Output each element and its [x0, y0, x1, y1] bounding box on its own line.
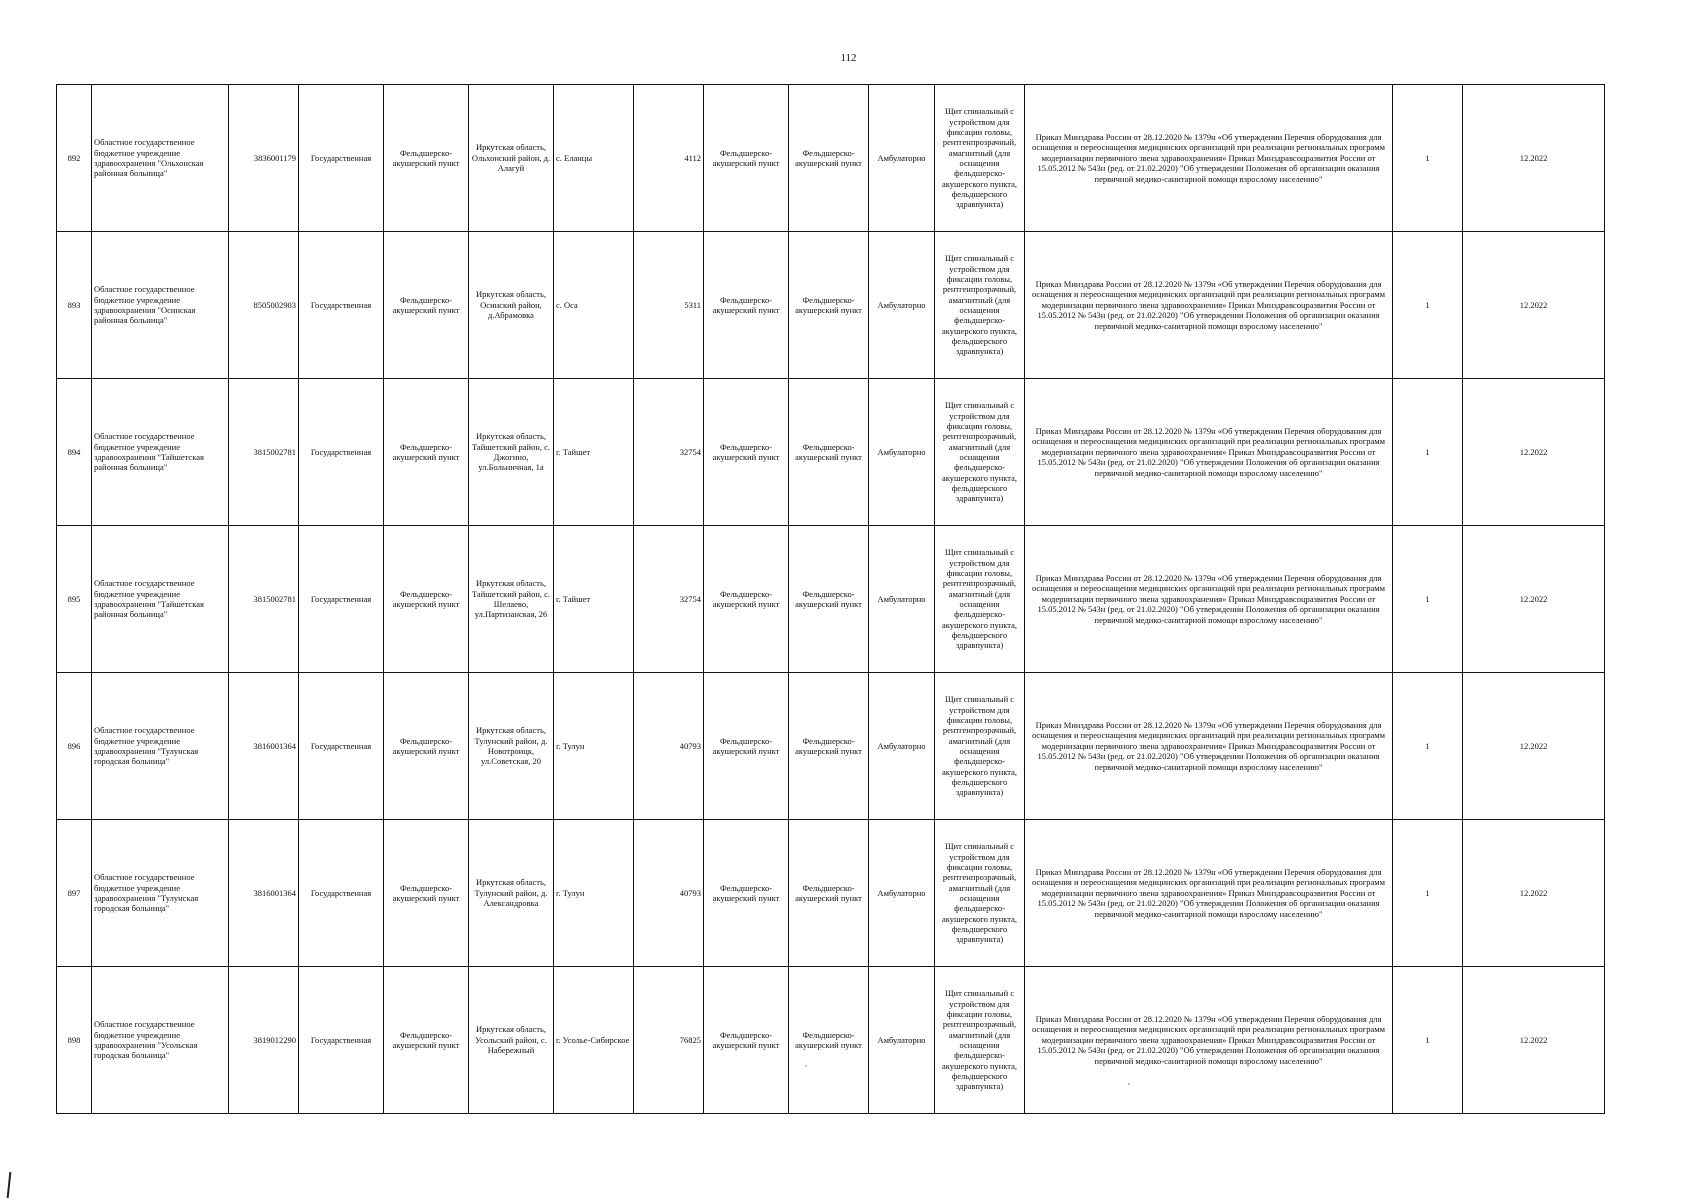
equipment-name: Щит спинальный с устройством для фиксации головы, рентгенпрозрачный, амагнитный (для оснащения фельдшерско-акушерского пункта, фельдшерского здравпункта)	[935, 967, 1025, 1114]
organization-name: Областное государственное бюджетное учреждение здравоохранения "Тулунская городская больница"	[92, 673, 229, 820]
inn-code: 3836001179	[229, 85, 299, 232]
row-number: 892	[57, 85, 92, 232]
locality-index: 5311	[634, 232, 704, 379]
equipment-name: Щит спинальный с устройством для фиксации головы, рентгенпрозрачный, амагнитный (для оснащения фельдшерско-акушерского пункта, фельдшерского здравпункта)	[935, 526, 1025, 673]
inn-code: 3819012290	[229, 967, 299, 1114]
row-number: 896	[57, 673, 92, 820]
care-condition: Амбулаторно	[869, 526, 935, 673]
row-number: 893	[57, 232, 92, 379]
table-row	[57, 85, 1605, 232]
ownership-form: Государственная	[299, 379, 384, 526]
equipment-name: Щит спинальный с устройством для фиксации головы, рентгенпрозрачный, амагнитный (для оснащения фельдшерско-акушерского пункта, фельдшерского здравпункта)	[935, 232, 1025, 379]
unit-type: Фельдшерско-акушерский пункт	[704, 820, 789, 967]
care-condition: Амбулаторно	[869, 967, 935, 1114]
table-row	[57, 379, 1605, 526]
ownership-form: Государственная	[299, 820, 384, 967]
organization-name: Областное государственное бюджетное учреждение здравоохранения "Тайшетская районная больница"	[92, 526, 229, 673]
ownership-form: Государственная	[299, 673, 384, 820]
delivery-date: 12.2022	[1463, 379, 1605, 526]
inn-code: 3815002781	[229, 379, 299, 526]
facility-type: Фельдшерско-акушерский пункт	[384, 673, 469, 820]
legal-basis: Приказ Минздрава России от 28.12.2020 № 1379н «Об утверждении Перечня оборудования для оснащения и переоснащения медицинских организаций при реализации региональных программ модернизации первичного звена здравоохранения» Приказ Минздравсоцразвития России от 15.05.2012 № 543н (ред. от 21.02.2020) "Об утверждении Положения об организации оказания первичной медико-санитарной помощи взрослому населению"	[1025, 379, 1393, 526]
legal-basis: Приказ Минздрава России от 28.12.2020 № 1379н «Об утверждении Перечня оборудования для оснащения и переоснащения медицинских организаций при реализации региональных программ модернизации первичного звена здравоохранения» Приказ Минздравсоцразвития России от 15.05.2012 № 543н (ред. от 21.02.2020) "Об утверждении Положения об организации оказания первичной медико-санитарной помощи взрослому населению"	[1025, 967, 1393, 1114]
facility-type: Фельдшерско-акушерский пункт	[384, 820, 469, 967]
quantity: 1	[1393, 820, 1463, 967]
locality: г. Тайшет	[554, 526, 634, 673]
care-condition: Амбулаторно	[869, 820, 935, 967]
locality-index: 40793	[634, 673, 704, 820]
legal-basis: Приказ Минздрава России от 28.12.2020 № 1379н «Об утверждении Перечня оборудования для оснащения и переоснащения медицинских организаций при реализации региональных программ модернизации первичного звена здравоохранения» Приказ Минздравсоцразвития России от 15.05.2012 № 543н (ред. от 21.02.2020) "Об утверждении Положения об организации оказания первичной медико-санитарной помощи взрослому населению"	[1025, 85, 1393, 232]
row-number: 894	[57, 379, 92, 526]
locality-index: 32754	[634, 526, 704, 673]
locality: г. Тайшет	[554, 379, 634, 526]
quantity: 1	[1393, 673, 1463, 820]
legal-basis: Приказ Минздрава России от 28.12.2020 № 1379н «Об утверждении Перечня оборудования для оснащения и переоснащения медицинских организаций при реализации региональных программ модернизации первичного звена здравоохранения» Приказ Минздравсоцразвития России от 15.05.2012 № 543н (ред. от 21.02.2020) "Об утверждении Положения об организации оказания первичной медико-санитарной помощи взрослому населению"	[1025, 232, 1393, 379]
facility-address: Иркутская область, Ольхонский район, д. Алагуй	[469, 85, 554, 232]
organization-name: Областное государственное бюджетное учреждение здравоохранения "Усольская городская больница"	[92, 967, 229, 1114]
inn-code: 3815002781	[229, 526, 299, 673]
locality: с. Еланцы	[554, 85, 634, 232]
ownership-form: Государственная	[299, 85, 384, 232]
locality: г. Тулун	[554, 820, 634, 967]
subunit-type: Фельдшерско-акушерский пункт	[789, 526, 869, 673]
inn-code: 3816001364	[229, 673, 299, 820]
locality-index: 40793	[634, 820, 704, 967]
subunit-type: Фельдшерско-акушерский пункт	[789, 820, 869, 967]
facility-type: Фельдшерско-акушерский пункт	[384, 85, 469, 232]
facility-address: Иркутская область, Тулунский район, д. Александровка	[469, 820, 554, 967]
locality: г. Усолье-Сибирское	[554, 967, 634, 1114]
locality: с. Оса	[554, 232, 634, 379]
equipment-name: Щит спинальный с устройством для фиксации головы, рентгенпрозрачный, амагнитный (для оснащения фельдшерско-акушерского пункта, фельдшерского здравпункта)	[935, 820, 1025, 967]
locality: г. Тулун	[554, 673, 634, 820]
table-row	[57, 673, 1605, 820]
facility-address: Иркутская область, Тайшетский район, с. Джогино, ул.Больничная, 1а	[469, 379, 554, 526]
unit-type: Фельдшерско-акушерский пункт	[704, 379, 789, 526]
organization-name: Областное государственное бюджетное учреждение здравоохранения "Тайшетская районная больница"	[92, 379, 229, 526]
facility-type: Фельдшерско-акушерский пункт	[384, 379, 469, 526]
facility-type: Фельдшерско-акушерский пункт	[384, 967, 469, 1114]
unit-type: Фельдшерско-акушерский пункт	[704, 85, 789, 232]
facility-type: Фельдшерско-акушерский пункт	[384, 232, 469, 379]
subunit-type: Фельдшерско-акушерский пункт	[789, 673, 869, 820]
scan-speck	[805, 1065, 807, 1067]
equipment-name: Щит спинальный с устройством для фиксации головы, рентгенпрозрачный, амагнитный (для оснащения фельдшерско-акушерского пункта, фельдшерского здравпункта)	[935, 85, 1025, 232]
care-condition: Амбулаторно	[869, 232, 935, 379]
organization-name: Областное государственное бюджетное учреждение здравоохранения "Ольхонская районная больница"	[92, 85, 229, 232]
facility-address: Иркутская область, Тулунский район, д. Новотроицк, ул.Советская, 20	[469, 673, 554, 820]
legal-basis: Приказ Минздрава России от 28.12.2020 № 1379н «Об утверждении Перечня оборудования для оснащения и переоснащения медицинских организаций при реализации региональных программ модернизации первичного звена здравоохранения» Приказ Минздравсоцразвития России от 15.05.2012 № 543н (ред. от 21.02.2020) "Об утверждении Положения об организации оказания первичной медико-санитарной помощи взрослому населению"	[1025, 820, 1393, 967]
organization-name: Областное государственное бюджетное учреждение здравоохранения "Тулунская городская больница"	[92, 820, 229, 967]
ownership-form: Государственная	[299, 526, 384, 673]
legal-basis: Приказ Минздрава России от 28.12.2020 № 1379н «Об утверждении Перечня оборудования для оснащения и переоснащения медицинских организаций при реализации региональных программ модернизации первичного звена здравоохранения» Приказ Минздравсоцразвития России от 15.05.2012 № 543н (ред. от 21.02.2020) "Об утверждении Положения об организации оказания первичной медико-санитарной помощи взрослому населению"	[1025, 526, 1393, 673]
unit-type: Фельдшерско-акушерский пункт	[704, 967, 789, 1114]
scan-speck	[1128, 1083, 1130, 1085]
page-number: 112	[840, 52, 857, 64]
subunit-type: Фельдшерско-акушерский пункт	[789, 379, 869, 526]
equipment-table	[56, 84, 1605, 1114]
ownership-form: Государственная	[299, 232, 384, 379]
organization-name: Областное государственное бюджетное учреждение здравоохранения "Осинская районная больница"	[92, 232, 229, 379]
care-condition: Амбулаторно	[869, 379, 935, 526]
delivery-date: 12.2022	[1463, 232, 1605, 379]
delivery-date: 12.2022	[1463, 85, 1605, 232]
quantity: 1	[1393, 379, 1463, 526]
quantity: 1	[1393, 526, 1463, 673]
row-number: 898	[57, 967, 92, 1114]
margin-mark	[7, 1172, 12, 1198]
row-number: 897	[57, 820, 92, 967]
subunit-type: Фельдшерско-акушерский пункт	[789, 232, 869, 379]
ownership-form: Государственная	[299, 967, 384, 1114]
delivery-date: 12.2022	[1463, 673, 1605, 820]
inn-code: 8505002903	[229, 232, 299, 379]
care-condition: Амбулаторно	[869, 673, 935, 820]
table-row	[57, 967, 1605, 1114]
equipment-name: Щит спинальный с устройством для фиксации головы, рентгенпрозрачный, амагнитный (для оснащения фельдшерско-акушерского пункта, фельдшерского здравпункта)	[935, 673, 1025, 820]
subunit-type: Фельдшерско-акушерский пункт	[789, 967, 869, 1114]
locality-index: 4112	[634, 85, 704, 232]
delivery-date: 12.2022	[1463, 967, 1605, 1114]
delivery-date: 12.2022	[1463, 820, 1605, 967]
unit-type: Фельдшерско-акушерский пункт	[704, 526, 789, 673]
facility-address: Иркутская область, Осинский район, д.Абрамовка	[469, 232, 554, 379]
unit-type: Фельдшерско-акушерский пункт	[704, 673, 789, 820]
subunit-type: Фельдшерско-акушерский пункт	[789, 85, 869, 232]
table-row	[57, 820, 1605, 967]
facility-address: Иркутская область, Усольский район, с. Набережный	[469, 967, 554, 1114]
row-number: 895	[57, 526, 92, 673]
quantity: 1	[1393, 967, 1463, 1114]
inn-code: 3816001364	[229, 820, 299, 967]
unit-type: Фельдшерско-акушерский пункт	[704, 232, 789, 379]
equipment-name: Щит спинальный с устройством для фиксации головы, рентгенпрозрачный, амагнитный (для оснащения фельдшерско-акушерского пункта, фельдшерского здравпункта)	[935, 379, 1025, 526]
legal-basis: Приказ Минздрава России от 28.12.2020 № 1379н «Об утверждении Перечня оборудования для оснащения и переоснащения медицинских организаций при реализации региональных программ модернизации первичного звена здравоохранения» Приказ Минздравсоцразвития России от 15.05.2012 № 543н (ред. от 21.02.2020) "Об утверждении Положения об организации оказания первичной медико-санитарной помощи взрослому населению"	[1025, 673, 1393, 820]
table-row	[57, 526, 1605, 673]
table-row	[57, 232, 1605, 379]
facility-address: Иркутская область, Тайшетский район, с. Шелаево, ул.Партизанская, 26	[469, 526, 554, 673]
delivery-date: 12.2022	[1463, 526, 1605, 673]
care-condition: Амбулаторно	[869, 85, 935, 232]
locality-index: 32754	[634, 379, 704, 526]
facility-type: Фельдшерско-акушерский пункт	[384, 526, 469, 673]
quantity: 1	[1393, 85, 1463, 232]
locality-index: 76825	[634, 967, 704, 1114]
quantity: 1	[1393, 232, 1463, 379]
